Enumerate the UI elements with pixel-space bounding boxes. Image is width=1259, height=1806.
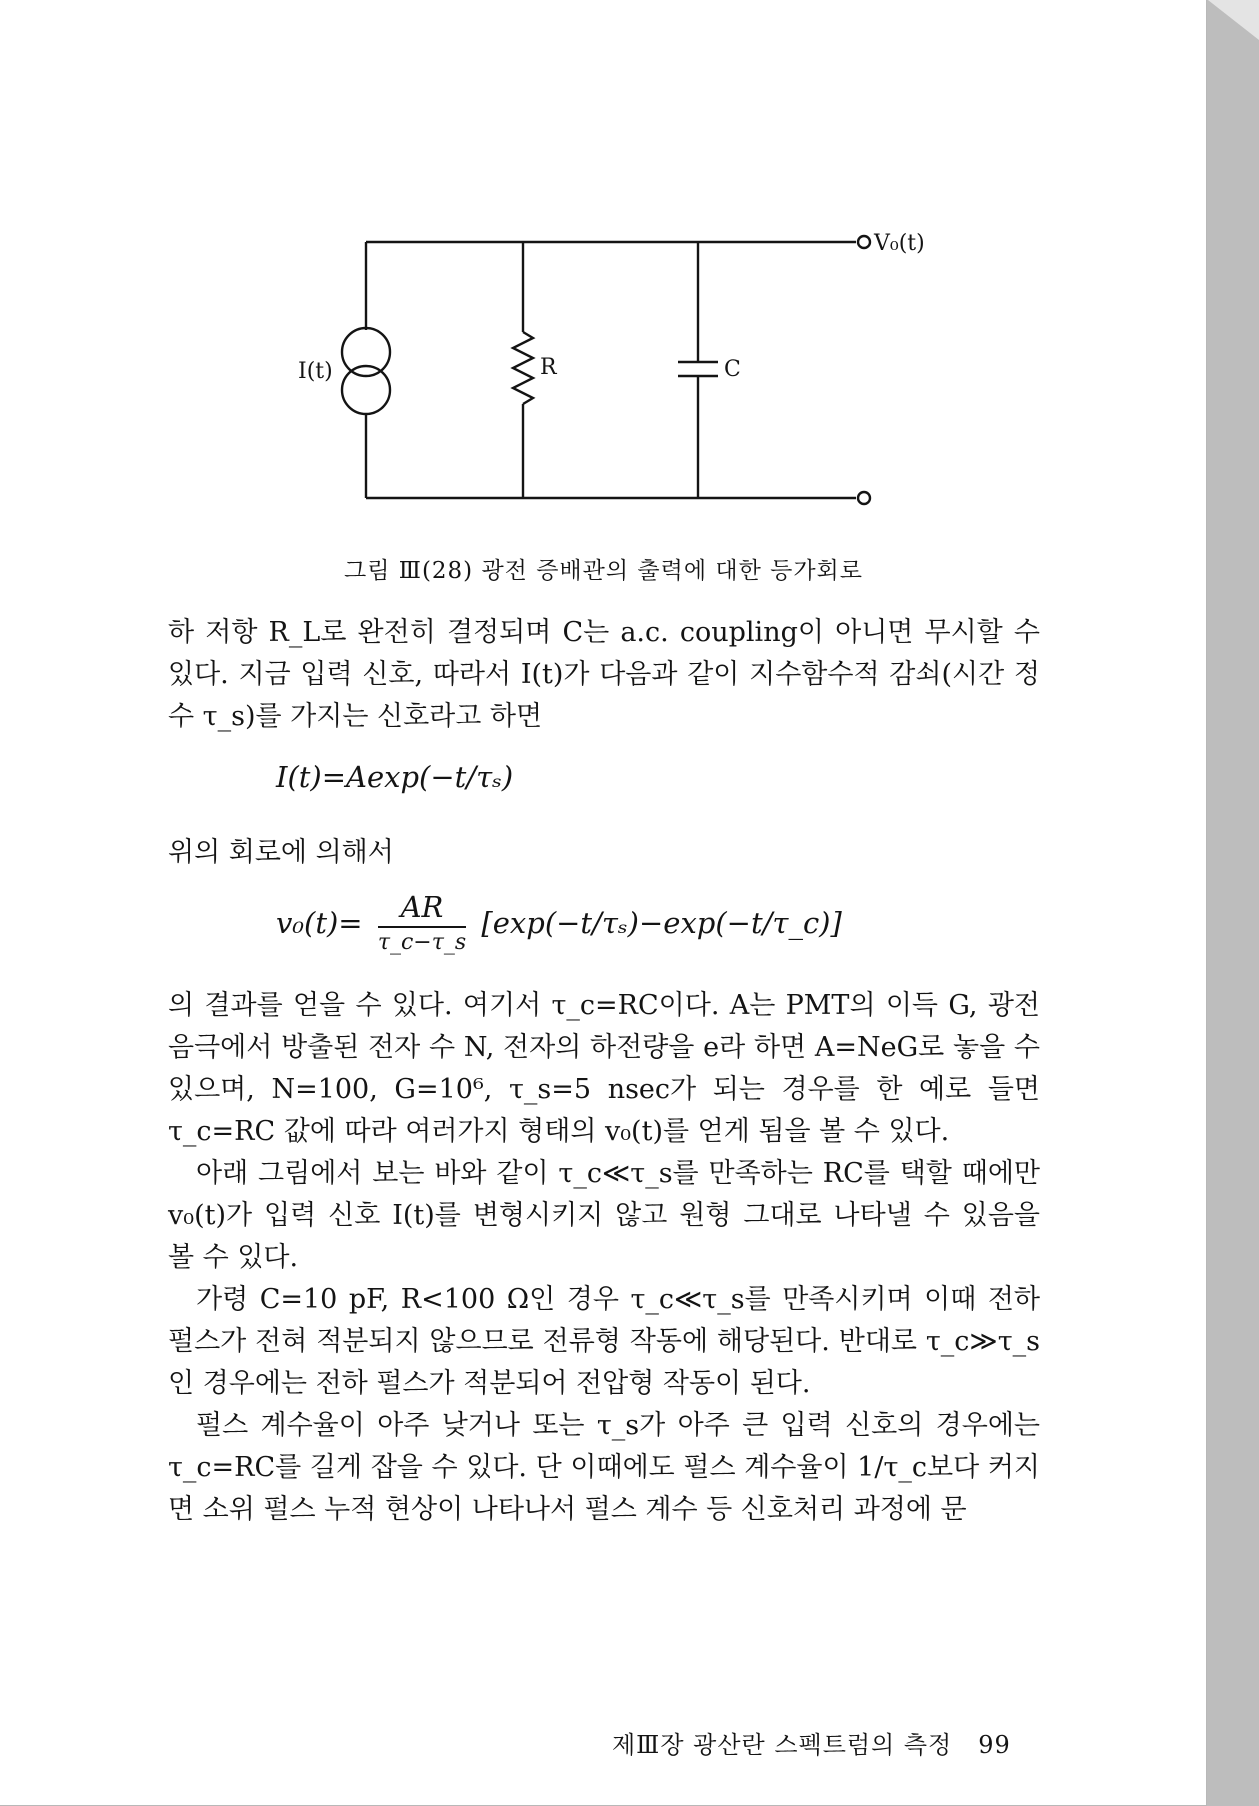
paragraph-5: 가령 C=10 pF, R<100 Ω인 경우 τ_c≪τ_s를 만족시키며 이때 전하 펄스가 전혀 적분되지 않으므로 전류형 작동에 해당된다. 반대로 τ_c≫τ_s인 경우에는 전하 펄스가 적분되어 전압형 작동이 된다. xyxy=(168,1284,1040,1399)
resistor-symbol xyxy=(513,332,533,404)
current-source-upper-circle xyxy=(342,328,390,376)
page-number: 99 xyxy=(978,1731,1011,1759)
paragraph-6: 펄스 계수율이 아주 낮거나 또는 τ_s가 아주 큰 입력 신호의 경우에는 τ_c=RC를 길게 잡을 수 있다. 단 이때에도 펄스 계수율이 1/τ_c보다 커지면 소위 펄스 누적 현상이 나타나서 펄스 계수 등 신호처리 과정에 문 xyxy=(168,1410,1040,1525)
paragraph-4: 아래 그림에서 보는 바와 같이 τ_c≪τ_s를 만족하는 RC를 택할 때에만 v₀(t)가 입력 신호 I(t)를 변형시키지 않고 원형 그대로 나타낼 수 있음을 볼 수 있다. xyxy=(168,1158,1040,1273)
paragraph-1: 하 저항 R_L로 완전히 결정되며 C는 a.c. coupling이 아니면 무시할 수 있다. 지금 입력 신호, 따라서 I(t)가 다음과 같이 지수함수적 감쇠(시간 정수 τ_s)를 가지는 신호라고 하면 xyxy=(168,617,1040,732)
equation-rhs: [exp(−t/τₛ)−exp(−t/τ_c)] xyxy=(481,905,842,940)
fraction-numerator: AR xyxy=(378,890,466,928)
current-source-lower-circle xyxy=(342,366,390,414)
output-label: V₀(t) xyxy=(874,231,925,256)
paragraph-2: 위의 회로에 의해서 xyxy=(168,837,394,868)
equation-lhs: v₀(t)= xyxy=(276,905,363,940)
running-footer xyxy=(612,1725,1011,1760)
current-source-label: I(t) xyxy=(298,359,333,384)
figure-caption: 그림 Ⅲ(28) 광전 증배관의 출력에 대한 등가회로 xyxy=(344,558,863,584)
equivalent-circuit-diagram xyxy=(280,220,960,520)
resistor-label: R xyxy=(540,355,557,380)
spine-shading xyxy=(1202,0,1259,1806)
equation-fraction xyxy=(378,890,466,955)
fraction-denominator: τ_c−τ_s xyxy=(377,930,467,955)
equation-current: I(t)=Aexp(−t/τₛ) xyxy=(276,760,514,794)
book-spine xyxy=(1202,0,1259,1806)
capacitor-label: C xyxy=(724,357,741,382)
paragraph-1-block xyxy=(168,612,1040,738)
paragraph-3: 의 결과를 얻을 수 있다. 여기서 τ_c=RC이다. A는 PMT의 이득 G, 광전 음극에서 방출된 전자 수 N, 전자의 하전량을 e라 하면 A=NeG로 놓을 수 있으며, N=100, G=10⁶, τ_s=5 nsec가 되는 경우를 한 예로 들면 τ_c=RC 값에 따라 여러가지 형태의 v₀(t)를 얻게 됨을 볼 수 있다. xyxy=(168,990,1040,1147)
equation-output-voltage xyxy=(276,890,842,955)
paragraph-block-main xyxy=(168,985,1040,1531)
footer-chapter-title: 제Ⅲ장 광산란 스펙트럼의 측정 xyxy=(612,1731,953,1759)
